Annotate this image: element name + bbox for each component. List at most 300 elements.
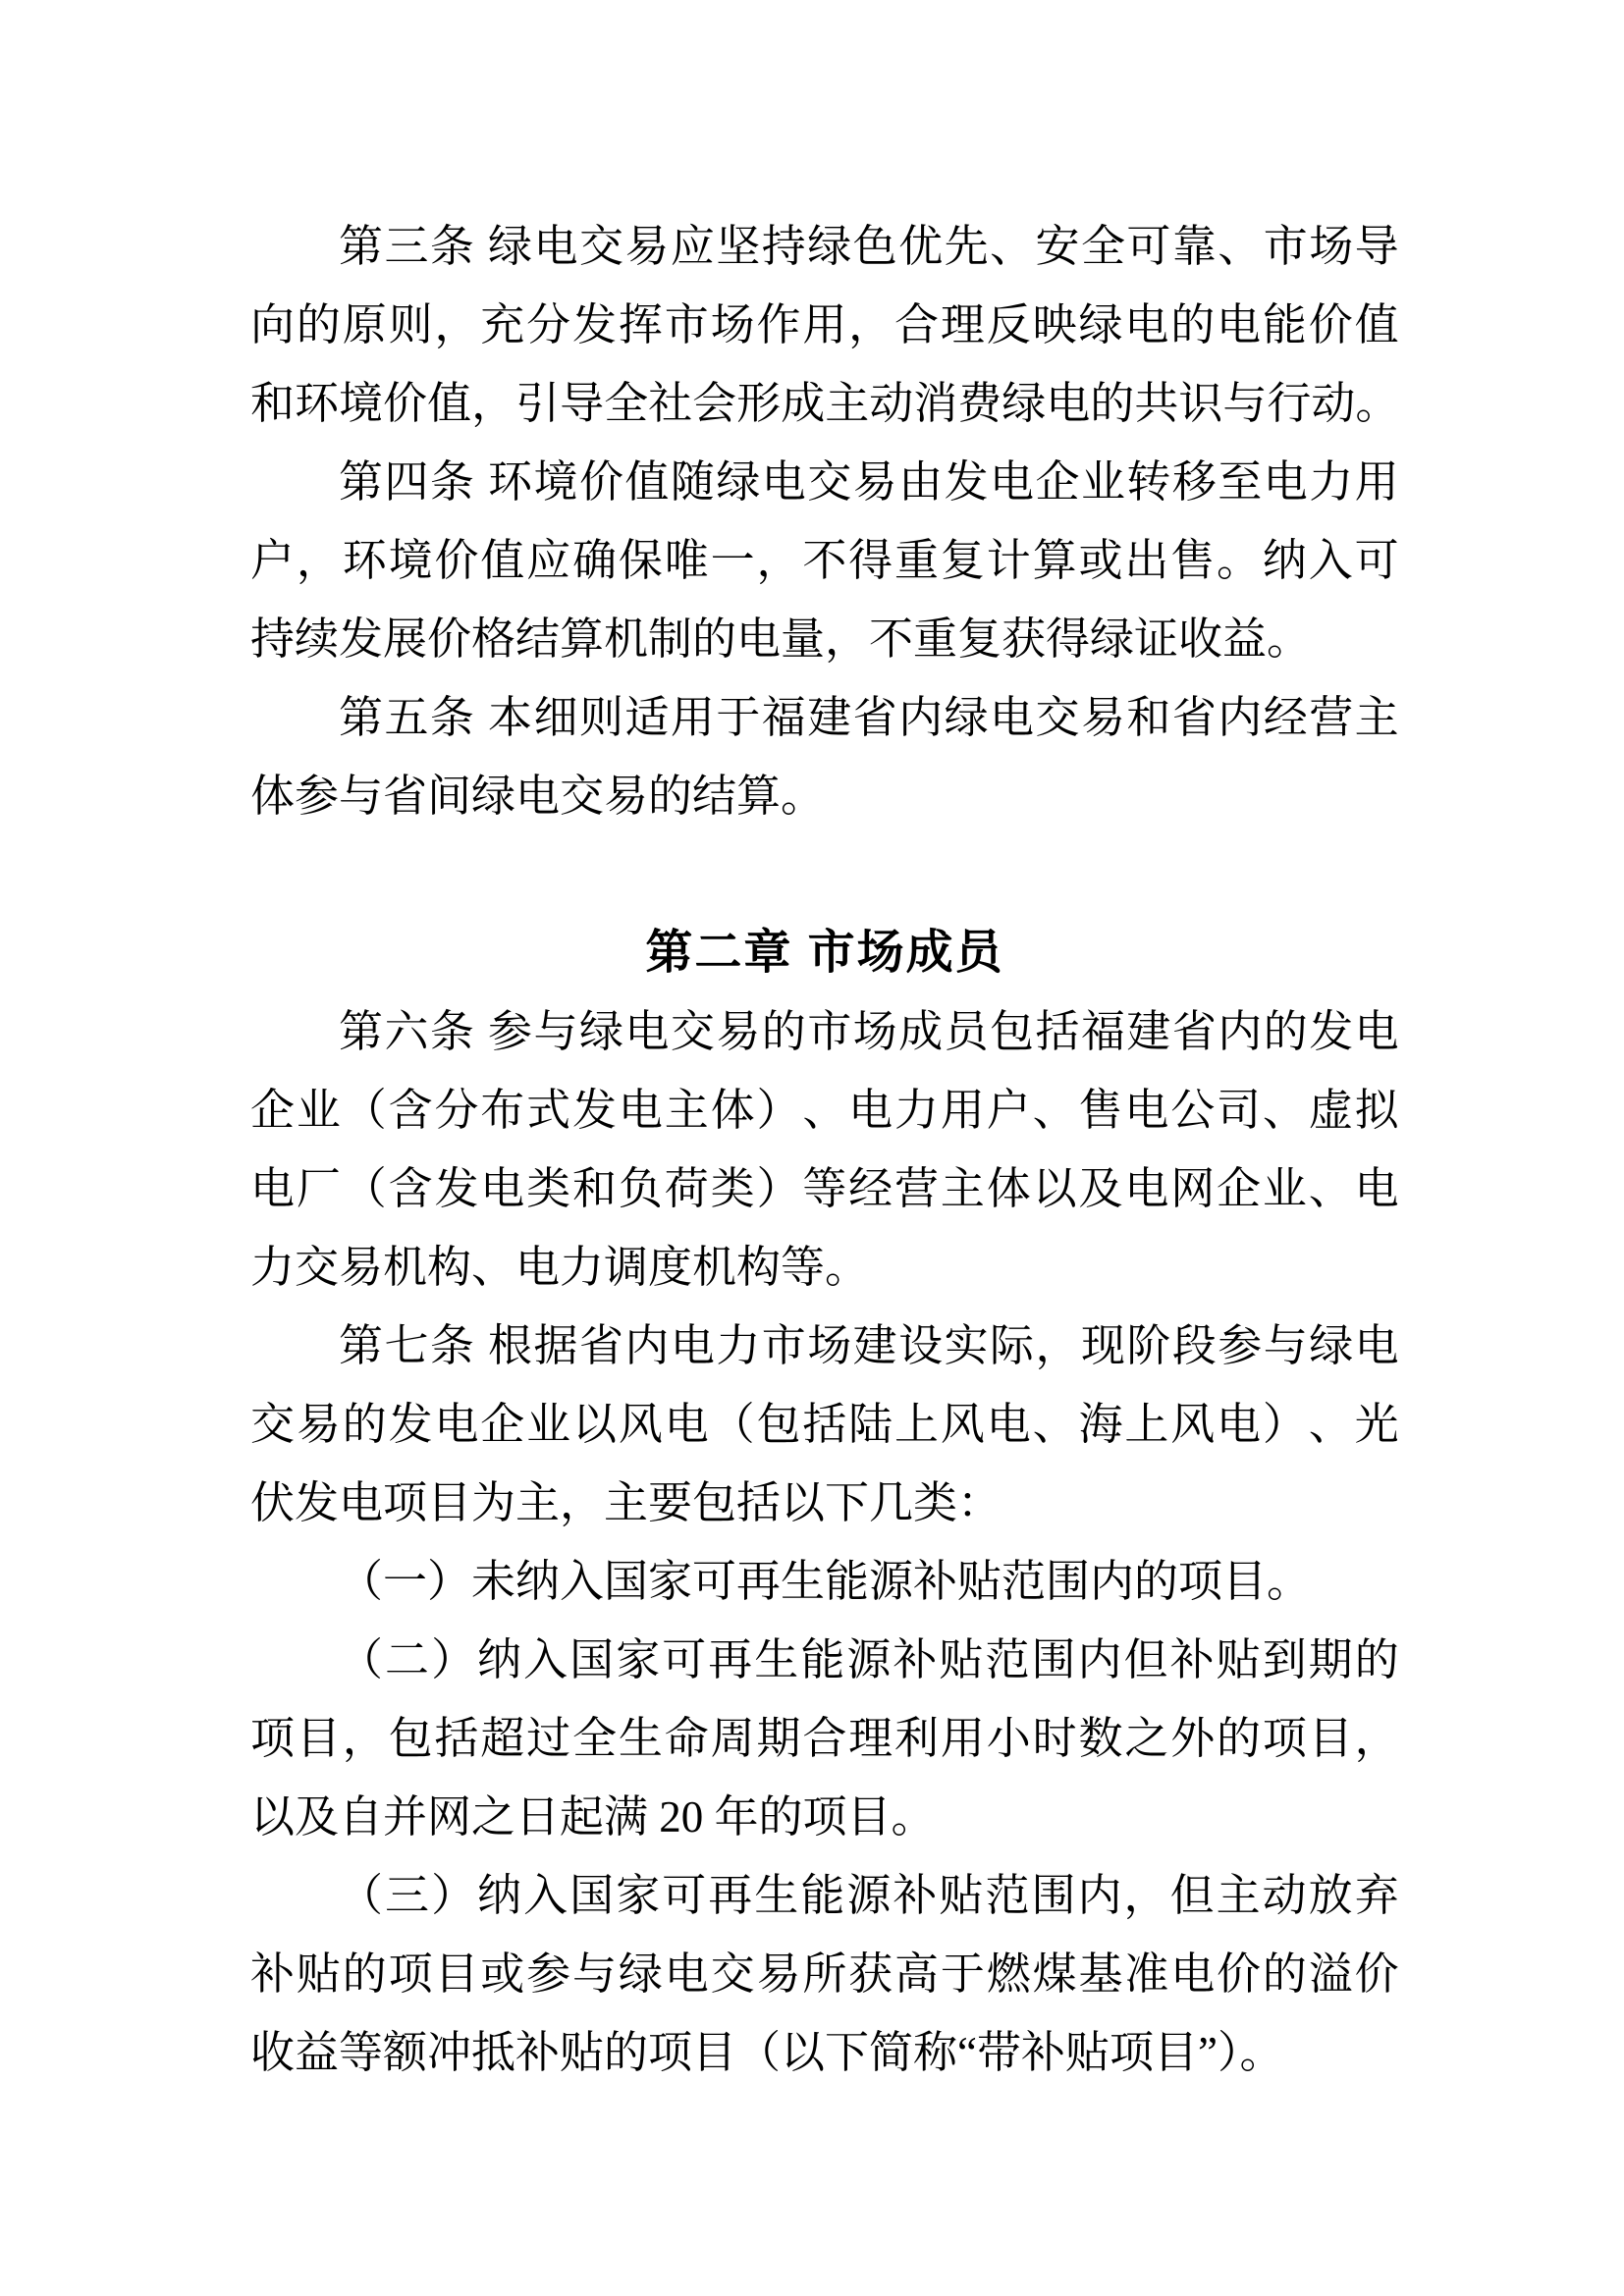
char: 含	[388, 1164, 433, 1213]
char: 唯	[664, 536, 709, 585]
char: 围	[1031, 1871, 1076, 1920]
char: 上	[894, 1400, 940, 1449]
char: 易	[1080, 693, 1125, 742]
char: 与	[1222, 379, 1268, 428]
char	[475, 992, 486, 1071]
char: 绿	[716, 457, 761, 507]
char: 值	[480, 536, 525, 585]
char	[475, 678, 486, 757]
char: 但	[1123, 1635, 1168, 1684]
char: 会	[692, 379, 737, 428]
char: 细	[533, 693, 578, 742]
char: 外	[1170, 1714, 1216, 1763]
char: 力	[716, 1321, 761, 1370]
char: ）	[431, 1635, 476, 1684]
char: 网	[1170, 1164, 1216, 1213]
char: 光	[1354, 1400, 1399, 1449]
char: 由	[898, 457, 944, 507]
text-line	[250, 364, 1399, 443]
char: 的	[1263, 1007, 1308, 1056]
text-line: 力交易机构、电力调度机构等。	[250, 1243, 870, 1292]
char: 引	[515, 379, 561, 428]
char: 期	[1308, 1635, 1353, 1684]
char: 参	[488, 1007, 533, 1056]
char: 条	[429, 457, 474, 507]
char: （	[339, 1635, 384, 1684]
char: 式	[526, 1086, 571, 1135]
char: 国	[569, 1635, 615, 1684]
char: 内	[1077, 1871, 1122, 1920]
char: ，	[1354, 1714, 1399, 1763]
char: 上	[1124, 1400, 1169, 1449]
char: （	[710, 1400, 755, 1449]
char: 共	[1134, 379, 1179, 428]
char: 全	[1080, 222, 1125, 271]
char: 但	[1169, 1871, 1215, 1920]
char: 等	[802, 1164, 847, 1213]
char: 理	[848, 1714, 893, 1763]
blank-line	[250, 835, 1399, 914]
char: 入	[523, 1635, 568, 1684]
char: ）	[756, 1086, 801, 1135]
char: 段	[1171, 1321, 1217, 1370]
char: 拟	[1354, 1086, 1399, 1135]
char: 建	[852, 1321, 897, 1370]
char: 费	[957, 379, 1002, 428]
char: 电	[1354, 1007, 1399, 1056]
char: 成	[898, 1007, 944, 1056]
char: 小	[986, 1714, 1031, 1763]
char: 挥	[618, 300, 663, 349]
char: 交	[807, 457, 852, 507]
char: 家	[616, 1635, 661, 1684]
char: 命	[664, 1714, 709, 1763]
char: 参	[1218, 1321, 1263, 1370]
char: 用	[802, 300, 847, 349]
char: 易	[716, 1007, 761, 1056]
char: 全	[572, 1714, 618, 1763]
text-line: 以及自并网之日起满 20 年的项目。	[250, 1792, 936, 1842]
char: 七	[384, 1321, 429, 1370]
char: 准	[1124, 1949, 1169, 1999]
char: 包	[990, 1007, 1035, 1056]
char: 电	[434, 1400, 479, 1449]
char: 、	[1032, 1086, 1077, 1135]
char: 项	[388, 1949, 433, 1999]
char: 的	[761, 1007, 806, 1056]
char: 先	[944, 222, 989, 271]
text-line	[250, 286, 1399, 364]
char: 范	[985, 1635, 1030, 1684]
char: 放	[1308, 1871, 1353, 1920]
char: 于	[716, 693, 761, 742]
char: 条	[429, 222, 474, 271]
char: 溢	[1308, 1949, 1353, 1999]
char: 目	[296, 1714, 341, 1763]
char: 确	[572, 536, 618, 585]
char: 用	[940, 1714, 985, 1763]
char: 纳	[1262, 536, 1307, 585]
char: ）	[756, 1164, 801, 1213]
char: 纳	[477, 1871, 522, 1920]
char: 入	[523, 1871, 568, 1920]
char: 二	[385, 1635, 430, 1684]
char: 类	[526, 1164, 571, 1213]
char: 包	[388, 1714, 433, 1763]
char: 分	[434, 1086, 479, 1135]
char: 体	[710, 1086, 755, 1135]
char: 省	[1171, 1007, 1217, 1056]
char: 电	[670, 1321, 715, 1370]
char: 电	[1124, 300, 1169, 349]
char: 价	[1354, 1949, 1399, 1999]
char: 贴	[939, 1635, 984, 1684]
char: ，	[1035, 1321, 1080, 1370]
char: ，	[1123, 1871, 1168, 1920]
char: 动	[1311, 379, 1356, 428]
char: 参	[526, 1949, 571, 1999]
char: 与	[533, 1007, 578, 1056]
char: 到	[1262, 1635, 1307, 1684]
char: 主	[1216, 1871, 1261, 1920]
char: 社	[648, 379, 693, 428]
char: 环	[295, 379, 340, 428]
char: 际	[990, 1321, 1035, 1370]
char: 可	[1126, 222, 1171, 271]
char: 虚	[1308, 1086, 1353, 1135]
char: 合	[802, 1714, 847, 1763]
char: 企	[1217, 1164, 1262, 1213]
char: 员	[944, 1007, 989, 1056]
char: 主	[664, 1086, 709, 1135]
char: 与	[1263, 1321, 1308, 1370]
char: 括	[1035, 1007, 1080, 1056]
char: 能	[800, 1635, 845, 1684]
char: 交	[1035, 693, 1080, 742]
char: 补	[250, 1949, 296, 1999]
char: 价	[383, 379, 428, 428]
char: 发	[1309, 1007, 1354, 1056]
char: 发	[944, 457, 989, 507]
char: 持	[761, 222, 806, 271]
document-text-block	[250, 207, 1399, 2092]
char: 识	[1178, 379, 1223, 428]
char: 内	[624, 1321, 670, 1370]
char: 随	[670, 457, 715, 507]
char: 海	[1078, 1400, 1123, 1449]
char: 布	[480, 1086, 525, 1135]
char: 电	[1170, 1949, 1216, 1999]
char: 贴	[1216, 1635, 1261, 1684]
char: 内	[1077, 1635, 1122, 1684]
char: ，	[342, 1714, 387, 1763]
char: 目	[434, 1949, 479, 1999]
text-line: 收益等额冲抵补贴的项目（以下简称“带补贴项目”）。	[250, 2028, 1284, 2077]
char: 业	[1080, 457, 1125, 507]
char: 绿	[807, 222, 852, 271]
chapter-heading: 第二章 市场成员	[645, 927, 1004, 979]
char: 价	[1217, 1949, 1262, 1999]
char: 源	[846, 1871, 892, 1920]
char: 场	[1309, 222, 1354, 271]
char: 燃	[986, 1949, 1031, 1999]
text-line	[250, 678, 1399, 757]
char: 市	[761, 1321, 806, 1370]
char: 和	[1126, 693, 1171, 742]
char: 电	[480, 1164, 525, 1213]
text-line: 体参与省间绿电交易的结算。	[250, 772, 826, 821]
char: 和	[572, 1164, 618, 1213]
char: 、	[1032, 1400, 1077, 1449]
char: 企	[1035, 457, 1080, 507]
char: 则	[578, 693, 623, 742]
char: ）	[431, 1871, 476, 1920]
char: 。	[1355, 379, 1400, 428]
char: 的	[1170, 300, 1216, 349]
char: 导	[560, 379, 605, 428]
char: 作	[756, 300, 801, 349]
char: （	[342, 1086, 387, 1135]
char: 省	[852, 693, 897, 742]
char: 再	[708, 1871, 753, 1920]
char: 贴	[296, 1949, 341, 1999]
char: 条	[429, 693, 474, 742]
char: 家	[616, 1871, 661, 1920]
char: 现	[1080, 1321, 1125, 1370]
char: 根	[488, 1321, 533, 1370]
char: 电	[1217, 300, 1262, 349]
char: 用	[1354, 457, 1399, 507]
char: 安	[1035, 222, 1080, 271]
char: 范	[985, 1871, 1030, 1920]
char: 基	[1078, 1949, 1123, 1999]
char: 值	[624, 457, 670, 507]
char: 电	[1263, 457, 1308, 507]
text-line	[250, 1071, 1399, 1149]
char: 的	[342, 1400, 387, 1449]
char: 靠	[1171, 222, 1217, 271]
char: 于	[940, 1949, 985, 1999]
char: 发	[434, 1164, 479, 1213]
char: 数	[1078, 1714, 1123, 1763]
char: 第	[339, 222, 384, 271]
text-line	[250, 1149, 1399, 1228]
char: 户	[986, 1086, 1031, 1135]
char: 交	[710, 1949, 755, 1999]
char: 、	[990, 222, 1035, 271]
char: 设	[898, 1321, 944, 1370]
char: 项	[1262, 1714, 1307, 1763]
char: 、	[1218, 222, 1263, 271]
char: 一	[710, 536, 755, 585]
char: 三	[385, 1871, 430, 1920]
char: 四	[384, 457, 429, 507]
char: 超	[480, 1714, 525, 1763]
char: 第	[339, 1007, 384, 1056]
char: 绿	[1078, 300, 1123, 349]
char: 省	[578, 1321, 623, 1370]
char: 交	[250, 1400, 296, 1449]
char: 条	[429, 1007, 474, 1056]
char: 电	[624, 1007, 670, 1056]
char: 反	[986, 300, 1031, 349]
char: 绿	[488, 222, 533, 271]
char: 再	[708, 1635, 753, 1684]
char: 发	[572, 1086, 618, 1135]
char: 环	[342, 536, 387, 585]
char: 力	[1309, 457, 1354, 507]
char: 、	[802, 1086, 847, 1135]
char: 风	[1170, 1400, 1216, 1449]
char: 第	[339, 457, 384, 507]
char: 市	[1263, 222, 1308, 271]
char: 不	[802, 536, 847, 585]
char: 利	[894, 1714, 940, 1763]
char: 或	[480, 1949, 525, 1999]
char: 据	[533, 1321, 578, 1370]
char: 时	[1032, 1714, 1077, 1763]
text-line	[250, 443, 1399, 521]
char: 价	[1308, 300, 1353, 349]
char: 绿	[618, 1949, 663, 1999]
char: 电	[664, 1400, 709, 1449]
char: 电	[1354, 1164, 1399, 1213]
char: 电	[848, 1086, 893, 1135]
char: 电	[986, 1400, 1031, 1449]
char: 理	[940, 300, 985, 349]
char	[475, 443, 486, 521]
char: 移	[1171, 457, 1217, 507]
char: 值	[1354, 300, 1399, 349]
char: 风	[940, 1400, 985, 1449]
char: 易	[756, 1949, 801, 1999]
char: 得	[848, 536, 893, 585]
char: 福	[761, 693, 806, 742]
char: 生	[754, 1871, 799, 1920]
char: 经	[848, 1164, 893, 1213]
char: 场	[807, 1321, 852, 1370]
char: 公	[1170, 1086, 1216, 1135]
char: 的	[342, 1949, 387, 1999]
char: 括	[802, 1400, 847, 1449]
char: 电	[990, 693, 1035, 742]
text-line	[250, 992, 1399, 1071]
char: 转	[1126, 457, 1171, 507]
char: 成	[781, 379, 826, 428]
char: 绿	[1309, 1321, 1354, 1370]
char: ，	[471, 379, 516, 428]
char: 主	[1354, 693, 1399, 742]
char: 市	[807, 1007, 852, 1056]
char: 入	[1308, 536, 1353, 585]
text-line	[250, 1385, 1399, 1464]
char: 电	[533, 222, 578, 271]
char: 高	[894, 1949, 940, 1999]
char: 经	[1263, 693, 1308, 742]
char: 计	[986, 536, 1031, 585]
char: 风	[618, 1400, 663, 1449]
char: 电	[1046, 379, 1091, 428]
char: 力	[894, 1086, 940, 1135]
char: 项	[250, 1714, 296, 1763]
char: 境	[388, 536, 433, 585]
char: 含	[388, 1086, 433, 1135]
char: 、	[1308, 1400, 1353, 1449]
char: 场	[710, 300, 755, 349]
char: 合	[894, 300, 940, 349]
char: 第	[339, 1321, 384, 1370]
char: 算	[1032, 536, 1077, 585]
text-line	[250, 1307, 1399, 1385]
char: 主	[825, 379, 870, 428]
char: 厂	[296, 1164, 341, 1213]
char: 三	[384, 222, 429, 271]
char: 或	[1078, 536, 1123, 585]
text-line: （一）未纳入国家可再生能源补贴范围内的项目。	[339, 1557, 1312, 1606]
char: 。	[1217, 536, 1262, 585]
char: ，	[434, 300, 479, 349]
char: 易	[852, 457, 897, 507]
char: 境	[533, 457, 578, 507]
char: 与	[572, 1949, 618, 1999]
char: 适	[624, 693, 670, 742]
char: 则	[388, 300, 433, 349]
char: 内	[1218, 693, 1263, 742]
char: 场	[852, 1007, 897, 1056]
char: 复	[940, 536, 985, 585]
char: 内	[898, 693, 944, 742]
char: 市	[664, 300, 709, 349]
char: 电	[1124, 1164, 1169, 1213]
char: 类	[710, 1164, 755, 1213]
char: 司	[1217, 1086, 1262, 1135]
char: 用	[940, 1086, 985, 1135]
char: 值	[427, 379, 472, 428]
char: 境	[339, 379, 384, 428]
char: 体	[986, 1164, 1031, 1213]
char: 、	[1308, 1164, 1353, 1213]
char: 价	[434, 536, 479, 585]
char: 色	[852, 222, 897, 271]
char: 能	[1262, 300, 1307, 349]
char: 包	[756, 1400, 801, 1449]
char: 以	[572, 1400, 618, 1449]
char: 电	[1354, 1321, 1399, 1370]
char: 电	[250, 1164, 296, 1213]
char: 业	[526, 1400, 571, 1449]
char: 过	[526, 1714, 571, 1763]
char: 纳	[477, 1635, 522, 1684]
char: 之	[1124, 1714, 1169, 1763]
char: 业	[1262, 1164, 1307, 1213]
char: 发	[572, 300, 618, 349]
char: 绿	[1001, 379, 1047, 428]
text-line	[250, 1856, 1399, 1935]
char: 可	[662, 1635, 707, 1684]
text-line: 持续发展价格结算机制的电量，不重复获得绿证收益。	[250, 614, 1312, 664]
char: 业	[296, 1086, 341, 1135]
char: 环	[488, 457, 533, 507]
char: 第	[339, 693, 384, 742]
char: 主	[940, 1164, 985, 1213]
char: 绿	[944, 693, 989, 742]
char: 易	[624, 222, 670, 271]
char: 电	[761, 457, 806, 507]
char: 、	[1262, 1086, 1307, 1135]
text-line: 伏发电项目为主，主要包括以下几类：	[250, 1478, 1002, 1527]
char: 福	[1080, 1007, 1125, 1056]
char: 及	[1078, 1164, 1123, 1213]
